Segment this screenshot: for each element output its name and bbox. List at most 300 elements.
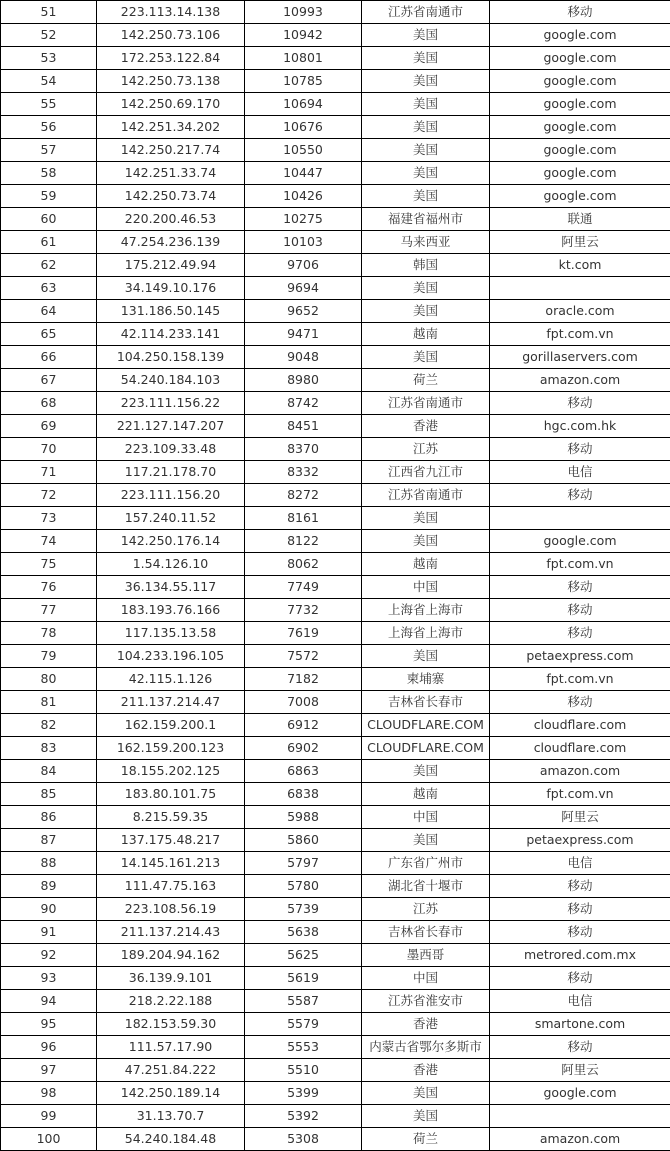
request-count-cell: 9706 bbox=[245, 254, 362, 277]
region-cell: 香港 bbox=[362, 1059, 490, 1082]
request-count-cell: 8980 bbox=[245, 369, 362, 392]
table-row bbox=[1, 277, 670, 300]
rank-cell: 82 bbox=[1, 714, 97, 737]
ip-address-cell: 14.145.161.213 bbox=[97, 852, 245, 875]
region-cell: 荷兰 bbox=[362, 1128, 490, 1151]
table-row bbox=[1, 185, 670, 208]
rank-cell: 59 bbox=[1, 185, 97, 208]
rank-cell: 88 bbox=[1, 852, 97, 875]
rank-cell: 92 bbox=[1, 944, 97, 967]
table-row bbox=[1, 783, 670, 806]
ip-address-cell: 162.159.200.123 bbox=[97, 737, 245, 760]
rank-cell: 94 bbox=[1, 990, 97, 1013]
ip-address-cell: 221.127.147.207 bbox=[97, 415, 245, 438]
table-row bbox=[1, 415, 670, 438]
rank-cell: 98 bbox=[1, 1082, 97, 1105]
isp-cell: google.com bbox=[490, 24, 670, 47]
table-row bbox=[1, 116, 670, 139]
region-cell: 墨西哥 bbox=[362, 944, 490, 967]
ip-address-cell: 142.250.189.14 bbox=[97, 1082, 245, 1105]
ip-address-cell: 183.193.76.166 bbox=[97, 599, 245, 622]
request-count-cell: 10676 bbox=[245, 116, 362, 139]
region-cell: 马来西亚 bbox=[362, 231, 490, 254]
ip-address-cell: 18.155.202.125 bbox=[97, 760, 245, 783]
rank-cell: 65 bbox=[1, 323, 97, 346]
region-cell: 美国 bbox=[362, 47, 490, 70]
region-cell: 广东省广州市 bbox=[362, 852, 490, 875]
ip-address-cell: 42.114.233.141 bbox=[97, 323, 245, 346]
ip-address-cell: 142.250.217.74 bbox=[97, 139, 245, 162]
table-row bbox=[1, 1128, 670, 1151]
request-count-cell: 8272 bbox=[245, 484, 362, 507]
ip-address-cell: 172.253.122.84 bbox=[97, 47, 245, 70]
request-count-cell: 5510 bbox=[245, 1059, 362, 1082]
request-count-cell: 5587 bbox=[245, 990, 362, 1013]
rank-cell: 52 bbox=[1, 24, 97, 47]
rank-cell: 58 bbox=[1, 162, 97, 185]
table-row bbox=[1, 1036, 670, 1059]
region-cell: 美国 bbox=[362, 829, 490, 852]
isp-cell: amazon.com bbox=[490, 1128, 670, 1151]
ip-address-cell: 211.137.214.43 bbox=[97, 921, 245, 944]
isp-cell: 移动 bbox=[490, 898, 670, 921]
region-cell: 美国 bbox=[362, 162, 490, 185]
rank-cell: 71 bbox=[1, 461, 97, 484]
region-cell: 中国 bbox=[362, 576, 490, 599]
isp-cell: google.com bbox=[490, 116, 670, 139]
isp-cell: google.com bbox=[490, 162, 670, 185]
rank-cell: 75 bbox=[1, 553, 97, 576]
request-count-cell: 9652 bbox=[245, 300, 362, 323]
rank-cell: 93 bbox=[1, 967, 97, 990]
region-cell: 越南 bbox=[362, 323, 490, 346]
table-row bbox=[1, 139, 670, 162]
request-count-cell: 10426 bbox=[245, 185, 362, 208]
ip-address-cell: 142.251.33.74 bbox=[97, 162, 245, 185]
rank-cell: 74 bbox=[1, 530, 97, 553]
region-cell: 美国 bbox=[362, 530, 490, 553]
request-count-cell: 8161 bbox=[245, 507, 362, 530]
ip-address-cell: 111.47.75.163 bbox=[97, 875, 245, 898]
region-cell: 美国 bbox=[362, 70, 490, 93]
table-row bbox=[1, 645, 670, 668]
request-count-cell: 8742 bbox=[245, 392, 362, 415]
ip-address-cell: 142.250.176.14 bbox=[97, 530, 245, 553]
region-cell: 荷兰 bbox=[362, 369, 490, 392]
rank-cell: 90 bbox=[1, 898, 97, 921]
rank-cell: 60 bbox=[1, 208, 97, 231]
region-cell: 香港 bbox=[362, 415, 490, 438]
region-cell: 江西省九江市 bbox=[362, 461, 490, 484]
request-count-cell: 6902 bbox=[245, 737, 362, 760]
isp-cell: amazon.com bbox=[490, 760, 670, 783]
isp-cell: cloudflare.com bbox=[490, 714, 670, 737]
ip-address-cell: 218.2.22.188 bbox=[97, 990, 245, 1013]
region-cell: 上海省上海市 bbox=[362, 599, 490, 622]
ip-address-cell: 42.115.1.126 bbox=[97, 668, 245, 691]
region-cell: 中国 bbox=[362, 967, 490, 990]
ip-address-cell: 189.204.94.162 bbox=[97, 944, 245, 967]
region-cell: 美国 bbox=[362, 93, 490, 116]
ip-address-cell: 54.240.184.48 bbox=[97, 1128, 245, 1151]
isp-cell: 阿里云 bbox=[490, 1059, 670, 1082]
region-cell: 美国 bbox=[362, 760, 490, 783]
isp-cell: 电信 bbox=[490, 990, 670, 1013]
request-count-cell: 5860 bbox=[245, 829, 362, 852]
isp-cell: metrored.com.mx bbox=[490, 944, 670, 967]
rank-cell: 51 bbox=[1, 1, 97, 24]
table-row bbox=[1, 576, 670, 599]
region-cell: 吉林省长春市 bbox=[362, 691, 490, 714]
region-cell: 香港 bbox=[362, 1013, 490, 1036]
ip-address-cell: 36.139.9.101 bbox=[97, 967, 245, 990]
table-row bbox=[1, 760, 670, 783]
region-cell: 韩国 bbox=[362, 254, 490, 277]
ip-address-cell: 131.186.50.145 bbox=[97, 300, 245, 323]
isp-cell: google.com bbox=[490, 47, 670, 70]
region-cell: 美国 bbox=[362, 185, 490, 208]
isp-cell bbox=[490, 277, 670, 300]
table-row bbox=[1, 714, 670, 737]
table-row bbox=[1, 944, 670, 967]
ip-address-cell: 47.251.84.222 bbox=[97, 1059, 245, 1082]
ip-address-cell: 36.134.55.117 bbox=[97, 576, 245, 599]
ip-address-cell: 142.250.73.74 bbox=[97, 185, 245, 208]
table-row bbox=[1, 852, 670, 875]
request-count-cell: 6863 bbox=[245, 760, 362, 783]
request-count-cell: 10694 bbox=[245, 93, 362, 116]
isp-cell: google.com bbox=[490, 530, 670, 553]
isp-cell: fpt.com.vn bbox=[490, 323, 670, 346]
rank-cell: 77 bbox=[1, 599, 97, 622]
request-count-cell: 5392 bbox=[245, 1105, 362, 1128]
ip-address-cell: 117.21.178.70 bbox=[97, 461, 245, 484]
rank-cell: 79 bbox=[1, 645, 97, 668]
region-cell: 美国 bbox=[362, 1105, 490, 1128]
region-cell: 柬埔寨 bbox=[362, 668, 490, 691]
request-count-cell: 5553 bbox=[245, 1036, 362, 1059]
isp-cell: 电信 bbox=[490, 852, 670, 875]
table-row bbox=[1, 461, 670, 484]
request-count-cell: 5308 bbox=[245, 1128, 362, 1151]
rank-cell: 85 bbox=[1, 783, 97, 806]
ip-address-cell: 1.54.126.10 bbox=[97, 553, 245, 576]
rank-cell: 87 bbox=[1, 829, 97, 852]
isp-cell: google.com bbox=[490, 70, 670, 93]
request-count-cell: 10785 bbox=[245, 70, 362, 93]
isp-cell: 移动 bbox=[490, 875, 670, 898]
request-count-cell: 10993 bbox=[245, 1, 362, 24]
table-row bbox=[1, 162, 670, 185]
request-count-cell: 7182 bbox=[245, 668, 362, 691]
table-row bbox=[1, 553, 670, 576]
ip-address-cell: 142.250.73.106 bbox=[97, 24, 245, 47]
region-cell: 美国 bbox=[362, 1082, 490, 1105]
request-count-cell: 5797 bbox=[245, 852, 362, 875]
rank-cell: 76 bbox=[1, 576, 97, 599]
rank-cell: 53 bbox=[1, 47, 97, 70]
region-cell: 江苏省南通市 bbox=[362, 1, 490, 24]
region-cell: 中国 bbox=[362, 806, 490, 829]
isp-cell: fpt.com.vn bbox=[490, 668, 670, 691]
table-row bbox=[1, 668, 670, 691]
rank-cell: 83 bbox=[1, 737, 97, 760]
rank-cell: 95 bbox=[1, 1013, 97, 1036]
ip-address-cell: 183.80.101.75 bbox=[97, 783, 245, 806]
isp-cell: gorillaservers.com bbox=[490, 346, 670, 369]
region-cell: 越南 bbox=[362, 783, 490, 806]
rank-cell: 67 bbox=[1, 369, 97, 392]
isp-cell: 移动 bbox=[490, 622, 670, 645]
request-count-cell: 7732 bbox=[245, 599, 362, 622]
rank-cell: 56 bbox=[1, 116, 97, 139]
table-row bbox=[1, 967, 670, 990]
region-cell: 上海省上海市 bbox=[362, 622, 490, 645]
ip-address-cell: 223.109.33.48 bbox=[97, 438, 245, 461]
table-row bbox=[1, 691, 670, 714]
table-row bbox=[1, 323, 670, 346]
request-count-cell: 10801 bbox=[245, 47, 362, 70]
region-cell: 福建省福州市 bbox=[362, 208, 490, 231]
isp-cell: 移动 bbox=[490, 1036, 670, 1059]
isp-cell: 阿里云 bbox=[490, 806, 670, 829]
table-row bbox=[1, 1105, 670, 1128]
ip-address-cell: 54.240.184.103 bbox=[97, 369, 245, 392]
request-count-cell: 5625 bbox=[245, 944, 362, 967]
region-cell: 吉林省长春市 bbox=[362, 921, 490, 944]
request-count-cell: 10275 bbox=[245, 208, 362, 231]
rank-cell: 55 bbox=[1, 93, 97, 116]
request-count-cell: 8122 bbox=[245, 530, 362, 553]
table-row bbox=[1, 24, 670, 47]
ip-address-cell: 223.111.156.20 bbox=[97, 484, 245, 507]
request-count-cell: 5780 bbox=[245, 875, 362, 898]
rank-cell: 62 bbox=[1, 254, 97, 277]
request-count-cell: 7572 bbox=[245, 645, 362, 668]
request-count-cell: 10942 bbox=[245, 24, 362, 47]
rank-cell: 72 bbox=[1, 484, 97, 507]
table-row bbox=[1, 392, 670, 415]
rank-cell: 89 bbox=[1, 875, 97, 898]
table-row bbox=[1, 1, 670, 24]
region-cell: 湖北省十堰市 bbox=[362, 875, 490, 898]
isp-cell: 联通 bbox=[490, 208, 670, 231]
table-row bbox=[1, 1082, 670, 1105]
isp-cell: petaexpress.com bbox=[490, 645, 670, 668]
rank-cell: 99 bbox=[1, 1105, 97, 1128]
region-cell: 美国 bbox=[362, 645, 490, 668]
table-row bbox=[1, 507, 670, 530]
request-count-cell: 9048 bbox=[245, 346, 362, 369]
ip-address-cell: 162.159.200.1 bbox=[97, 714, 245, 737]
ip-address-cell: 31.13.70.7 bbox=[97, 1105, 245, 1128]
region-cell: CLOUDFLARE.COM bbox=[362, 714, 490, 737]
ip-address-cell: 223.111.156.22 bbox=[97, 392, 245, 415]
isp-cell: oracle.com bbox=[490, 300, 670, 323]
table-row bbox=[1, 208, 670, 231]
ip-address-cell: 142.250.69.170 bbox=[97, 93, 245, 116]
isp-cell: 移动 bbox=[490, 691, 670, 714]
region-cell: 美国 bbox=[362, 300, 490, 323]
request-count-cell: 5399 bbox=[245, 1082, 362, 1105]
region-cell: 美国 bbox=[362, 277, 490, 300]
request-count-cell: 8062 bbox=[245, 553, 362, 576]
rank-cell: 68 bbox=[1, 392, 97, 415]
ip-address-cell: 223.113.14.138 bbox=[97, 1, 245, 24]
table-row bbox=[1, 438, 670, 461]
isp-cell: smartone.com bbox=[490, 1013, 670, 1036]
table-row bbox=[1, 231, 670, 254]
isp-cell: petaexpress.com bbox=[490, 829, 670, 852]
isp-cell: google.com bbox=[490, 1082, 670, 1105]
isp-cell: 移动 bbox=[490, 438, 670, 461]
request-count-cell: 5638 bbox=[245, 921, 362, 944]
rank-cell: 61 bbox=[1, 231, 97, 254]
isp-cell: google.com bbox=[490, 139, 670, 162]
isp-cell: 移动 bbox=[490, 484, 670, 507]
request-count-cell: 6912 bbox=[245, 714, 362, 737]
table-row bbox=[1, 622, 670, 645]
rank-cell: 86 bbox=[1, 806, 97, 829]
region-cell: 美国 bbox=[362, 346, 490, 369]
region-cell: 内蒙古省鄂尔多斯市 bbox=[362, 1036, 490, 1059]
rank-cell: 73 bbox=[1, 507, 97, 530]
ip-address-cell: 220.200.46.53 bbox=[97, 208, 245, 231]
rank-cell: 69 bbox=[1, 415, 97, 438]
table-row bbox=[1, 1013, 670, 1036]
isp-cell bbox=[490, 507, 670, 530]
rank-cell: 54 bbox=[1, 70, 97, 93]
isp-cell: cloudflare.com bbox=[490, 737, 670, 760]
table-row bbox=[1, 829, 670, 852]
region-cell: 江苏省南通市 bbox=[362, 392, 490, 415]
table-row bbox=[1, 369, 670, 392]
request-count-cell: 5579 bbox=[245, 1013, 362, 1036]
region-cell: 美国 bbox=[362, 116, 490, 139]
isp-cell: 移动 bbox=[490, 967, 670, 990]
request-count-cell: 7008 bbox=[245, 691, 362, 714]
region-cell: 江苏省南通市 bbox=[362, 484, 490, 507]
isp-cell: 移动 bbox=[490, 576, 670, 599]
rank-cell: 80 bbox=[1, 668, 97, 691]
isp-cell: 移动 bbox=[490, 392, 670, 415]
table-row bbox=[1, 990, 670, 1013]
ip-address-cell: 47.254.236.139 bbox=[97, 231, 245, 254]
table-row bbox=[1, 484, 670, 507]
ip-address-cell: 34.149.10.176 bbox=[97, 277, 245, 300]
request-count-cell: 10103 bbox=[245, 231, 362, 254]
table-row bbox=[1, 346, 670, 369]
region-cell: 江苏 bbox=[362, 898, 490, 921]
request-count-cell: 8332 bbox=[245, 461, 362, 484]
ip-address-cell: 137.175.48.217 bbox=[97, 829, 245, 852]
region-cell: 江苏省淮安市 bbox=[362, 990, 490, 1013]
rank-cell: 78 bbox=[1, 622, 97, 645]
table-row bbox=[1, 47, 670, 70]
region-cell: 美国 bbox=[362, 507, 490, 530]
ip-address-cell: 142.250.73.138 bbox=[97, 70, 245, 93]
table-row bbox=[1, 70, 670, 93]
isp-cell: google.com bbox=[490, 93, 670, 116]
request-count-cell: 7749 bbox=[245, 576, 362, 599]
isp-cell: google.com bbox=[490, 185, 670, 208]
request-count-cell: 5619 bbox=[245, 967, 362, 990]
region-cell: CLOUDFLARE.COM bbox=[362, 737, 490, 760]
table-row bbox=[1, 737, 670, 760]
isp-cell: 阿里云 bbox=[490, 231, 670, 254]
ip-address-cell: 104.233.196.105 bbox=[97, 645, 245, 668]
table-row bbox=[1, 300, 670, 323]
table-row bbox=[1, 898, 670, 921]
rank-cell: 100 bbox=[1, 1128, 97, 1151]
table-row bbox=[1, 599, 670, 622]
table-body bbox=[1, 1, 670, 1151]
request-count-cell: 8370 bbox=[245, 438, 362, 461]
rank-cell: 81 bbox=[1, 691, 97, 714]
rank-cell: 84 bbox=[1, 760, 97, 783]
request-count-cell: 8451 bbox=[245, 415, 362, 438]
rank-cell: 66 bbox=[1, 346, 97, 369]
ip-address-cell: 111.57.17.90 bbox=[97, 1036, 245, 1059]
ip-address-cell: 104.250.158.139 bbox=[97, 346, 245, 369]
request-count-cell: 10550 bbox=[245, 139, 362, 162]
region-cell: 越南 bbox=[362, 553, 490, 576]
request-count-cell: 9694 bbox=[245, 277, 362, 300]
rank-cell: 91 bbox=[1, 921, 97, 944]
rank-cell: 97 bbox=[1, 1059, 97, 1082]
table-row bbox=[1, 530, 670, 553]
isp-cell: 移动 bbox=[490, 1, 670, 24]
ip-address-cell: 142.251.34.202 bbox=[97, 116, 245, 139]
table-row bbox=[1, 875, 670, 898]
isp-cell: fpt.com.vn bbox=[490, 783, 670, 806]
isp-cell: amazon.com bbox=[490, 369, 670, 392]
isp-cell: 移动 bbox=[490, 921, 670, 944]
rank-cell: 64 bbox=[1, 300, 97, 323]
ip-address-cell: 117.135.13.58 bbox=[97, 622, 245, 645]
ip-address-cell: 211.137.214.47 bbox=[97, 691, 245, 714]
isp-cell: 电信 bbox=[490, 461, 670, 484]
ip-address-cell: 175.212.49.94 bbox=[97, 254, 245, 277]
ip-address-cell: 8.215.59.35 bbox=[97, 806, 245, 829]
request-count-cell: 6838 bbox=[245, 783, 362, 806]
region-cell: 江苏 bbox=[362, 438, 490, 461]
ip-address-cell: 157.240.11.52 bbox=[97, 507, 245, 530]
ip-address-cell: 223.108.56.19 bbox=[97, 898, 245, 921]
isp-cell: 移动 bbox=[490, 599, 670, 622]
request-count-cell: 7619 bbox=[245, 622, 362, 645]
request-count-cell: 9471 bbox=[245, 323, 362, 346]
region-cell: 美国 bbox=[362, 24, 490, 47]
region-cell: 美国 bbox=[362, 139, 490, 162]
table-row bbox=[1, 1059, 670, 1082]
ip-address-cell: 182.153.59.30 bbox=[97, 1013, 245, 1036]
isp-cell: fpt.com.vn bbox=[490, 553, 670, 576]
request-count-cell: 5988 bbox=[245, 806, 362, 829]
isp-cell: hgc.com.hk bbox=[490, 415, 670, 438]
isp-cell: kt.com bbox=[490, 254, 670, 277]
request-count-cell: 5739 bbox=[245, 898, 362, 921]
isp-cell bbox=[490, 1105, 670, 1128]
rank-cell: 70 bbox=[1, 438, 97, 461]
table-row bbox=[1, 254, 670, 277]
table-row bbox=[1, 806, 670, 829]
rank-cell: 63 bbox=[1, 277, 97, 300]
rank-cell: 57 bbox=[1, 139, 97, 162]
rank-cell: 96 bbox=[1, 1036, 97, 1059]
table-row bbox=[1, 93, 670, 116]
request-count-cell: 10447 bbox=[245, 162, 362, 185]
